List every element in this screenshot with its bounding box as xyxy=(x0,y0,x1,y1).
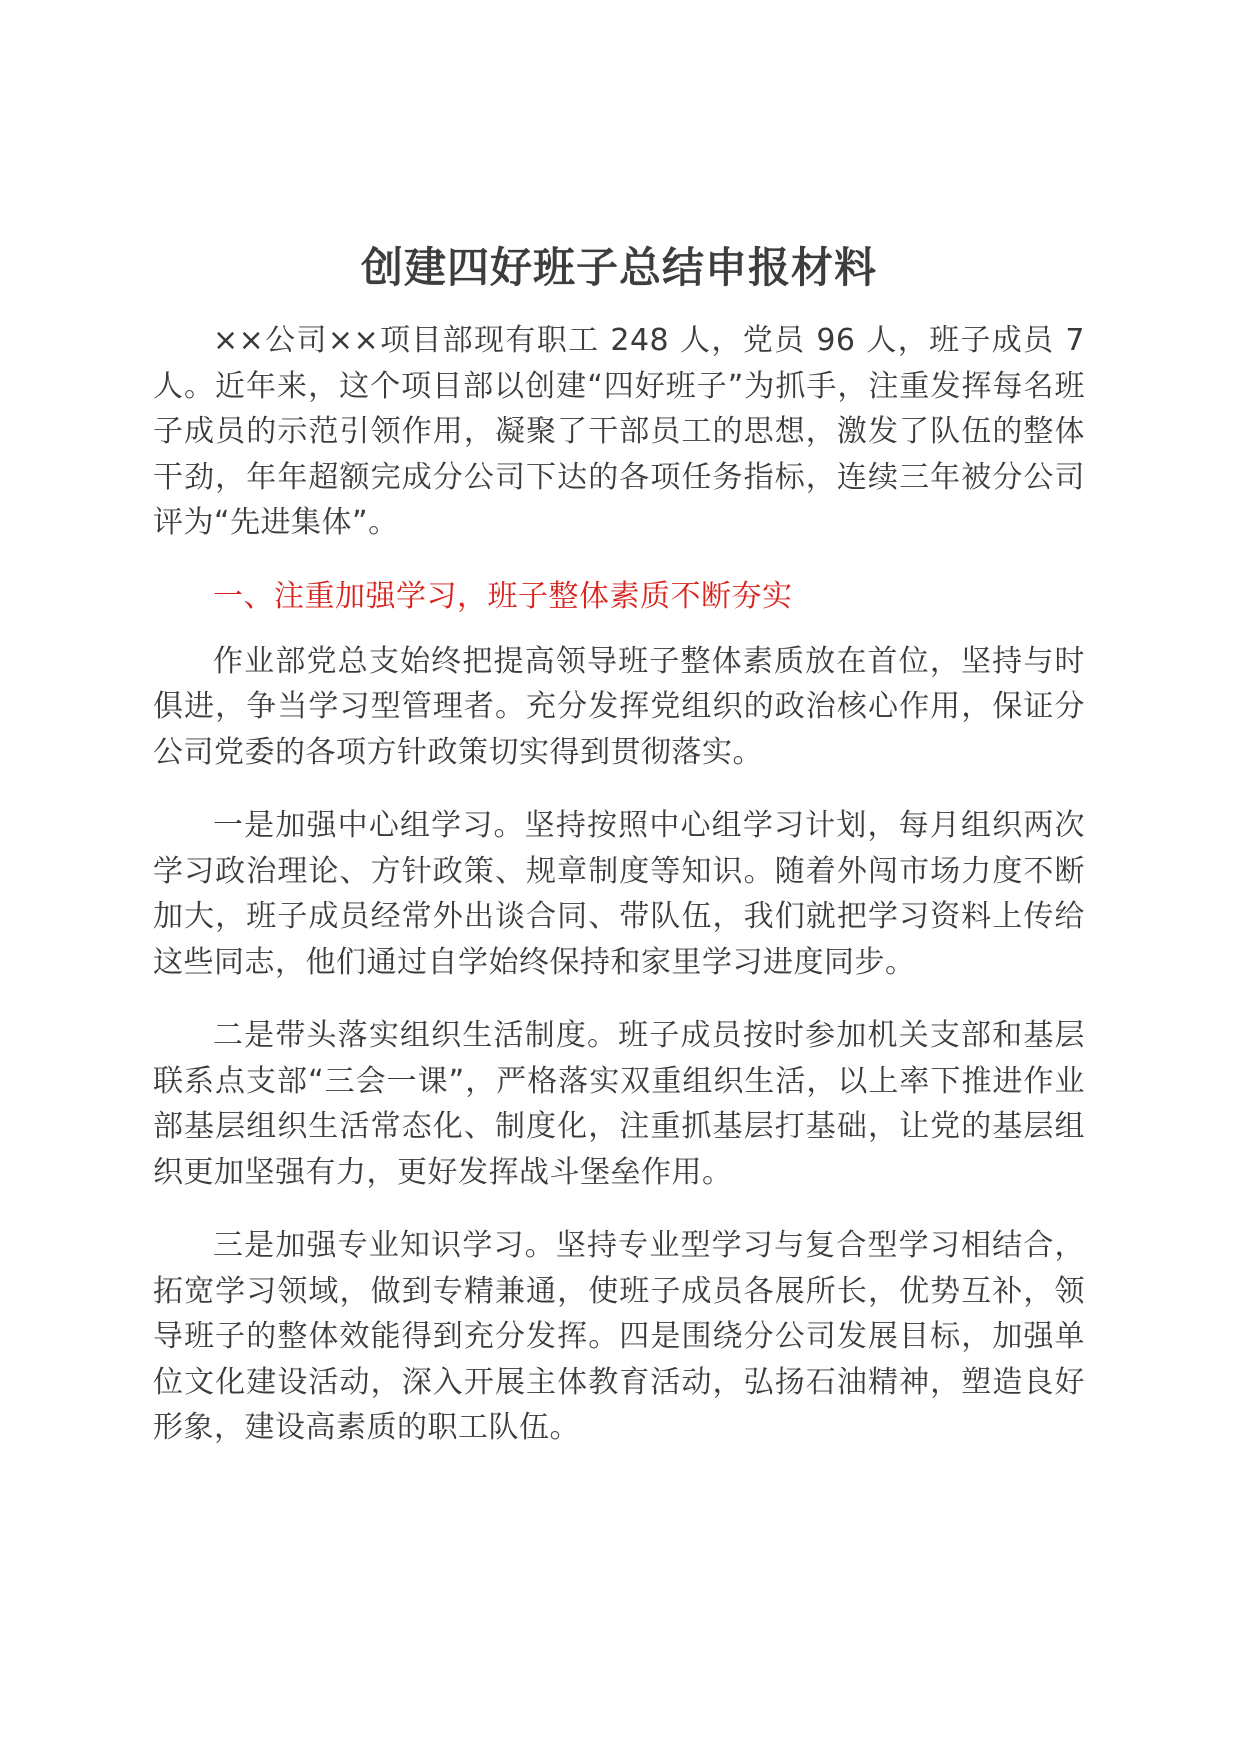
body-paragraph: 一是加强中心组学习。坚持按照中心组学习计划，每月组织两次学习政治理论、方针政策、规章制度等知识。随着外闯市场力度不断加大，班子成员经常外出谈合同、带队伍，我们就把学习资料上传给这些同志，他们通过自学始终保持和家里学习进度同步。 xyxy=(153,808,1085,980)
document-title: 创建四好班子总结申报材料 xyxy=(360,243,877,292)
section-heading-1: 一、注重加强学习，班子整体素质不断夯实 xyxy=(213,578,793,614)
document-page xyxy=(153,240,1085,1479)
body-paragraph: 二是带头落实组织生活制度。班子成员按时参加机关支部和基层联系点支部“三会一课”，严格落实双重组织生活，以上率下推进作业部基层组织生活常态化、制度化，注重抓基层打基础，让党的基层组织更加坚强有力，更好发挥战斗堡垒作用。 xyxy=(153,1018,1085,1190)
intro-paragraph: ××公司××项目部现有职工 248 人，党员 96 人，班子成员 7 人。近年来，这个项目部以创建“四好班子”为抓手，注重发挥每名班子成员的示范引领作用，凝聚了干部员工的思想，激发了队伍的整体干劲，年年超额完成分公司下达的各项任务指标，连续三年被分公司评为“先进集体”。 xyxy=(153,323,1085,540)
body-paragraph: 三是加强专业知识学习。坚持专业型学习与复合型学习相结合，拓宽学习领域，做到专精兼通，使班子成员各展所长，优势互补，领导班子的整体效能得到充分发挥。四是围绕分公司发展目标，加强单位文化建设活动，深入开展主体教育活动，弘扬石油精神，塑造良好形象，建设高素质的职工队伍。 xyxy=(153,1228,1085,1445)
body-paragraph: 作业部党总支始终把提高领导班子整体素质放在首位，坚持与时俱进，争当学习型管理者。充分发挥党组织的政治核心作用，保证分公司党委的各项方针政策切实得到贯彻落实。 xyxy=(153,643,1085,770)
